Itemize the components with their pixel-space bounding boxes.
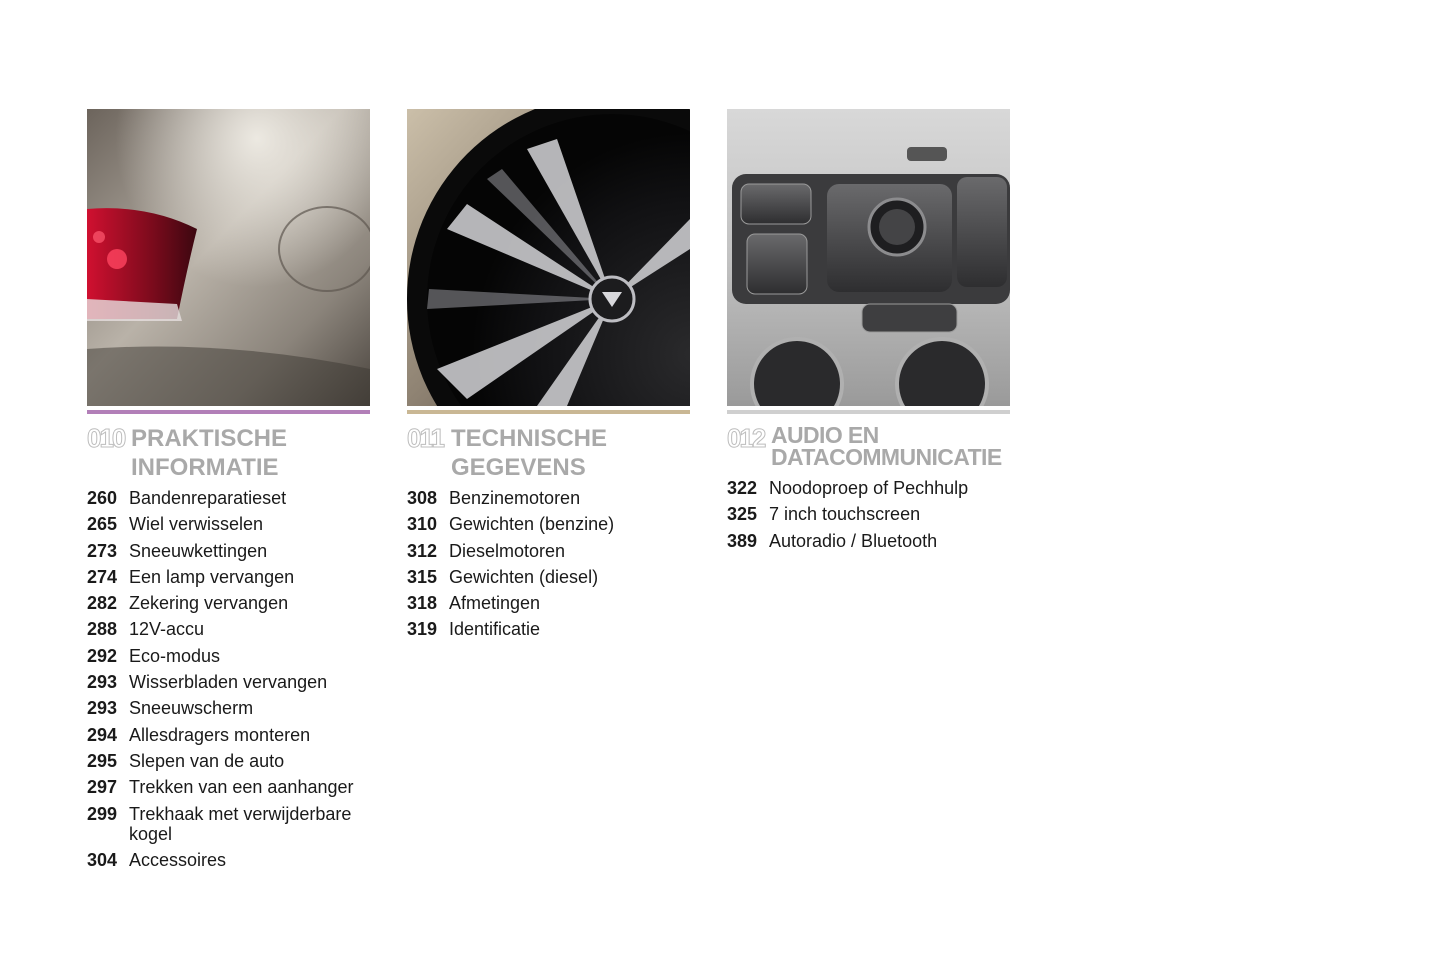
audio-console-image — [727, 109, 1010, 406]
toc-page-number: 389 — [727, 530, 758, 551]
toc-item[interactable] — [87, 804, 370, 844]
toc-item-label: Trekhaak met verwijderbare kogel — [129, 803, 352, 844]
toc-page-number: 265 — [87, 514, 118, 535]
section-number: 011 — [407, 423, 443, 453]
toc-item-label: Eco-modus — [129, 645, 221, 666]
toc-item-label: Allesdragers monteren — [129, 724, 311, 745]
toc-item-label: Trekken van een aanhanger — [129, 777, 354, 798]
toc-item-label: Autoradio / Bluetooth — [769, 530, 938, 551]
toc-list — [407, 488, 690, 639]
section-accent-rule — [87, 410, 370, 414]
toc-item-label: Sneeuwkettingen — [129, 540, 268, 561]
toc-item[interactable] — [87, 514, 370, 534]
toc-page-number: 319 — [407, 619, 438, 640]
toc-page-number: 318 — [407, 593, 438, 614]
section-heading — [727, 424, 1010, 468]
toc-item-label: Noodoproep of Pechhulp — [769, 478, 969, 498]
toc-item-label: 12V-accu — [129, 619, 205, 640]
section-audio-datacommunicatie — [727, 109, 1010, 557]
toc-item[interactable] — [407, 593, 690, 613]
toc-item-label: Benzinemotoren — [449, 488, 581, 508]
toc-item-label: Gewichten (diesel) — [449, 566, 599, 587]
section-praktische-informatie — [87, 109, 370, 876]
toc-item-label: Een lamp vervangen — [129, 566, 295, 587]
section-accent-rule — [407, 410, 690, 414]
toc-page-number: 322 — [727, 478, 758, 498]
toc-item[interactable] — [727, 531, 1010, 551]
toc-item[interactable] — [407, 541, 690, 561]
toc-item[interactable] — [87, 567, 370, 587]
toc-page-number: 308 — [407, 488, 438, 508]
toc-page-number: 310 — [407, 514, 438, 535]
section-heading — [407, 424, 690, 482]
toc-page-number: 299 — [87, 803, 118, 824]
toc-list — [727, 478, 1010, 551]
toc-page-number: 297 — [87, 777, 118, 798]
toc-item[interactable] — [87, 672, 370, 692]
toc-item[interactable] — [407, 567, 690, 587]
toc-item[interactable] — [727, 478, 1010, 498]
section-number: 012 — [727, 423, 765, 453]
toc-item[interactable] — [727, 504, 1010, 524]
toc-item-label: Gewichten (benzine) — [449, 514, 615, 535]
toc-item-label: Afmetingen — [449, 593, 541, 614]
section-title: PRAKTISCHE INFORMATIE — [131, 425, 288, 481]
toc-item[interactable] — [87, 751, 370, 771]
car-rear-taillight-image — [87, 109, 370, 406]
toc-page-number: 315 — [407, 566, 438, 587]
toc-page-number: 260 — [87, 488, 118, 508]
section-accent-rule — [727, 410, 1010, 414]
toc-page-number: 304 — [87, 849, 118, 870]
toc-item[interactable] — [87, 698, 370, 718]
section-technische-gegevens — [407, 109, 690, 646]
toc-item[interactable] — [407, 488, 690, 508]
alloy-wheel-image — [407, 109, 690, 406]
toc-page-number: 292 — [87, 645, 118, 666]
toc-item-label: Zekering vervangen — [129, 593, 289, 614]
toc-item[interactable] — [87, 646, 370, 666]
toc-page-number: 274 — [87, 566, 118, 587]
toc-item[interactable] — [87, 619, 370, 639]
toc-item[interactable] — [87, 777, 370, 797]
section-heading — [87, 424, 370, 482]
car-rear-taillight-photo — [87, 109, 370, 406]
toc-page-number: 293 — [87, 672, 118, 693]
toc-item-label: Bandenreparatieset — [129, 488, 287, 508]
toc-item[interactable] — [87, 593, 370, 613]
toc-page-number: 295 — [87, 750, 118, 771]
toc-list — [87, 488, 370, 870]
toc-item-label: Dieselmotoren — [449, 540, 566, 561]
toc-page-number: 282 — [87, 593, 118, 614]
section-number: 010 — [87, 423, 125, 453]
section-title: TECHNISCHE GEGEVENS — [451, 425, 608, 481]
toc-item-label: Accessoires — [129, 849, 227, 870]
toc-page-number: 312 — [407, 540, 438, 561]
toc-page-number: 293 — [87, 698, 118, 719]
alloy-wheel-photo — [407, 109, 690, 406]
toc-item[interactable] — [87, 488, 370, 508]
toc-item-label: Identificatie — [449, 619, 541, 640]
toc-item[interactable] — [87, 725, 370, 745]
toc-item[interactable] — [87, 541, 370, 561]
toc-page-number: 294 — [87, 724, 118, 745]
toc-item-label: Wisserbladen vervangen — [129, 672, 328, 693]
toc-page-number: 288 — [87, 619, 118, 640]
toc-item-label: Wiel verwisselen — [129, 514, 264, 535]
toc-page-number: 325 — [727, 504, 758, 525]
toc-item-label: Slepen van de auto — [129, 750, 285, 771]
toc-item[interactable] — [407, 514, 690, 534]
section-title: AUDIO EN DATACOMMUNICATIE — [771, 422, 1002, 470]
toc-item[interactable] — [87, 850, 370, 870]
toc-item-label: 7 inch touchscreen — [769, 504, 921, 525]
toc-item[interactable] — [407, 619, 690, 639]
audio-console-photo — [727, 109, 1010, 406]
toc-page-number: 273 — [87, 540, 118, 561]
toc-item-label: Sneeuwscherm — [129, 698, 254, 719]
